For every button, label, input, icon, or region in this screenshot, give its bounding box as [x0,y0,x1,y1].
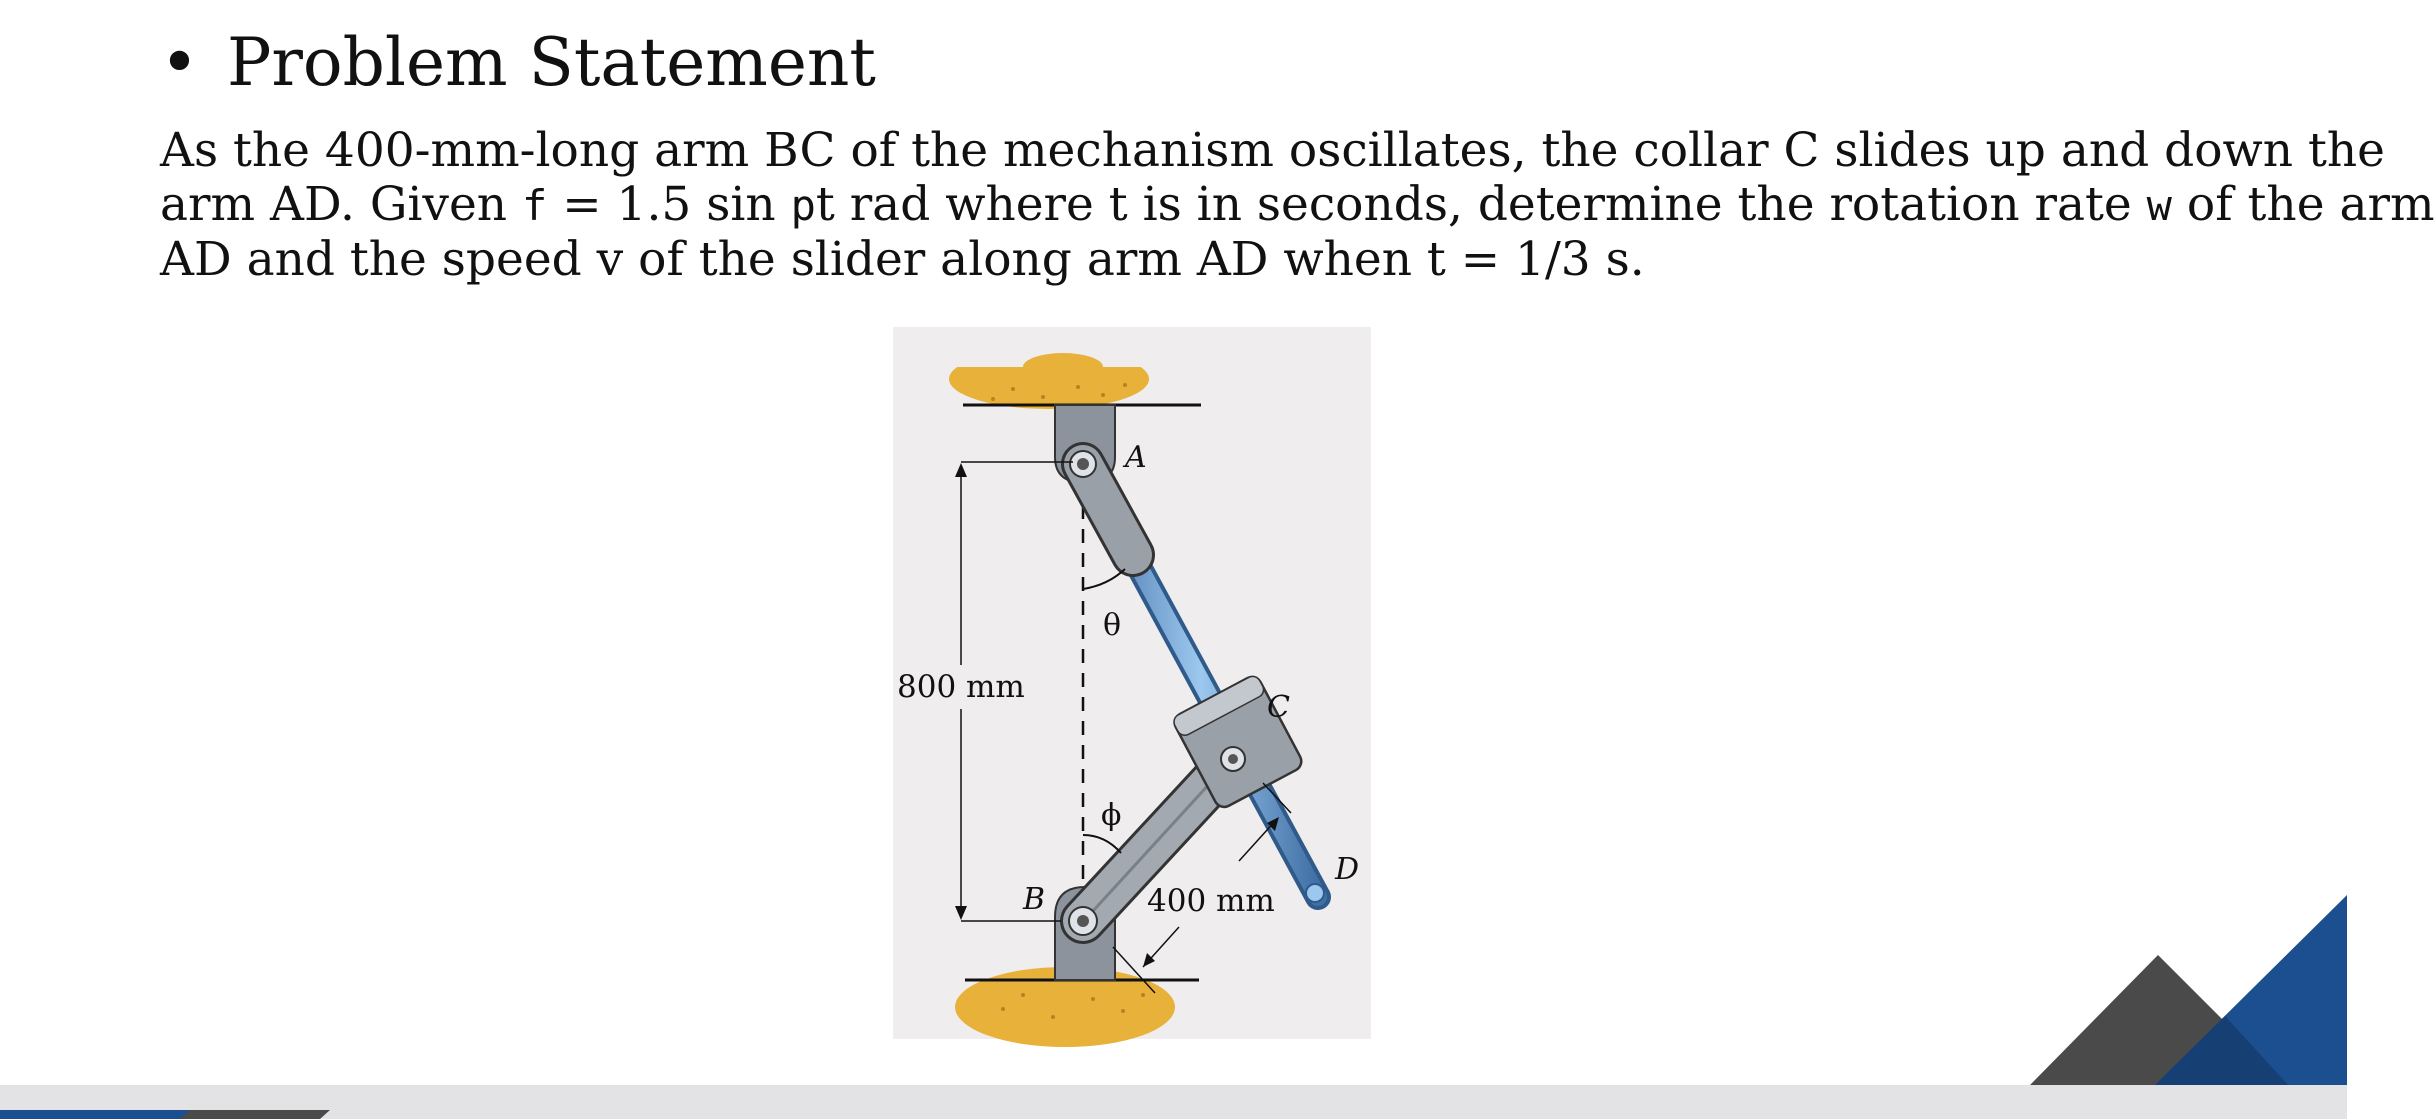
heading-bullet: • [160,24,199,101]
omega-symbol: w [2146,181,2172,230]
text-run: = 1.5 sin [547,177,791,232]
label-d: D [1335,852,1360,887]
phi-symbol: f [521,181,548,230]
corner-triangle-gray [2030,955,2288,1085]
label-400mm: 400 mm [1147,883,1275,919]
corner-triangle-blue [2155,895,2347,1085]
phi-arc [1083,835,1121,853]
label-800mm: 800 mm [897,669,1025,705]
footer-bar [0,1085,2347,1119]
slide-title: Problem Statement [226,24,876,101]
problem-line-2 [160,177,2435,233]
problem-line-3 [160,233,2220,287]
mechanism-figure [893,327,1371,1039]
problem-text [160,123,2435,287]
label-theta: θ [1103,608,1122,643]
slide-heading [160,22,876,104]
label-b: B [1023,882,1046,917]
text-run: t rad where t is in seconds, determine the rotation rate [815,177,2147,232]
text-run: of the arm [2171,177,2435,232]
label-a: A [1125,440,1147,475]
text-run: As the 400-mm-long arm BC of the mechanism oscillates, the collar C slides up and down the [160,123,2385,178]
problem-line-1 [160,123,2385,178]
label-c: C [1267,690,1290,725]
theta-arc [1083,569,1125,589]
label-phi: ϕ [1101,798,1122,833]
text-run: AD and the speed v of the slider along arm AD when t = 1/3 s. [160,232,1645,287]
pi-symbol: p [790,181,816,230]
text-run: arm AD. Given [160,177,522,232]
mechanism-diagram [893,327,1371,1039]
